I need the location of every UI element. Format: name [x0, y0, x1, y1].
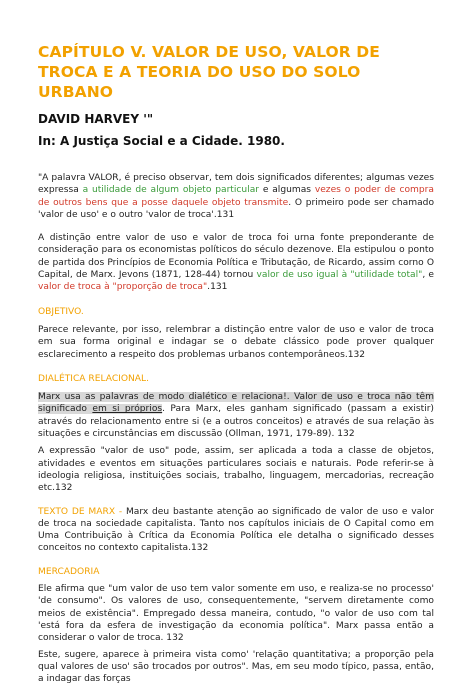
text-span: . Para Marx, eles ganham significado (passam a existir) através do relacionamento entre si (e a outros conceitos) e através de sua relação às situações e circunstâncias em discussão (Ollman, 1971, 179-89). 132	[38, 404, 434, 439]
text-span: . O primeiro pode ser chamado 'valor de uso' e o outro 'valor de troca'.131	[38, 198, 434, 220]
dialetica-paragraph-2: A expressão "valor de uso" pode, assim, ser aplicada a toda a classe de objetos, atividades e eventos em situações particulares sociais e naturais. Pode referir-se à ideologia religiosa, instituições sociais, trabalho, linguagem, mercadorias, recreação etc.132	[38, 445, 434, 494]
mercadoria-paragraph-2: Este, sugere, aparece à primeira vista como' 'relação quantitativa; a proporção pela qual valores de uso' são trocados por outros". Mas, em seu modo típico, passa, então, a indagar das forças	[38, 649, 434, 685]
author-line: DAVID HARVEY '"	[38, 111, 434, 127]
section-heading-dialetica: DIALÉTICA RELACIONAL.	[38, 373, 434, 385]
text-span: A distinção entre valor de uso e valor de troca foi urna fonte preponderante de consideração para os economistas políticos do século dezenove. Ela estipulou o ponto de partida dos Princípios de Economia Política e Tributação, de Ricardo, assim corno O Capital, de Marx. Jevons (1871, 128-44) tornou	[38, 233, 434, 280]
red-highlight-text: vezes o poder de compra de outros bens que a posse daquele objeto transmite	[38, 185, 434, 207]
text-span: Marx deu bastante atenção ao significado de valor de uso e valor de troca na sociedade capitalista. Tanto nos capítulos iniciais de O Capital como em Uma Contribuição à Crítica da Economia Política ele detalha o significado desses conceitos no contexto capitalista.132	[38, 507, 434, 554]
text-span: , e	[422, 270, 434, 280]
source-line: In: A Justiça Social e a Cidade. 1980.	[38, 133, 434, 149]
highlighted-underlined-text: em si próprios	[92, 404, 162, 414]
text-span: "A palavra VALOR, é preciso observar, tem dois significados diferentes; algumas vezes expressa	[38, 173, 434, 195]
section-heading-mercadoria: MERCADORIA	[38, 566, 434, 578]
objetivo-paragraph: Parece relevante, por isso, relembrar a distinção entre valor de uso e valor de troca em sua forma original e indagar se o debate clássico pode prover qualquer esclarecimento a respeito dos problemas urbanos contemporâneos.132	[38, 324, 434, 361]
intro-paragraph-1	[38, 172, 434, 221]
green-highlight-text: a utilidade de algum objeto particular	[83, 185, 259, 195]
red-highlight-text: valor de troca à "proporção de troca"	[38, 282, 207, 292]
section-heading-objetivo: OBJETIVO.	[38, 306, 434, 318]
highlighted-text: Marx usa as palavras de modo dialético e relaciona!. Valor de uso e troca não têm significado	[38, 392, 434, 414]
dialetica-paragraph-1	[38, 391, 434, 440]
intro-paragraph-2	[38, 232, 434, 293]
section-heading-texto-marx: TEXTO DE MARX -	[38, 507, 122, 517]
page-title: CAPÍTULO V. VALOR DE USO, VALOR DE TROCA E A TEORIA DO USO DO SOLO URBANO	[38, 42, 434, 102]
text-span: e algumas	[259, 185, 315, 195]
green-highlight-text: valor de uso igual à "utilidade total"	[256, 270, 422, 280]
texto-marx-paragraph	[38, 506, 434, 555]
text-span: .131	[207, 282, 227, 292]
mercadoria-paragraph-1: Ele afirma que "um valor de uso tem valor somente em uso, e realiza-se no processo' 'de consumo". Os valores de uso, consequentemente, "servem diretamente como meios de existência". Empregado dessa maneira, contudo, "o valor de uso com tal 'está fora da esfera de investigação da economia política". Marx passa então a considerar o valor de troca. 132	[38, 583, 434, 644]
